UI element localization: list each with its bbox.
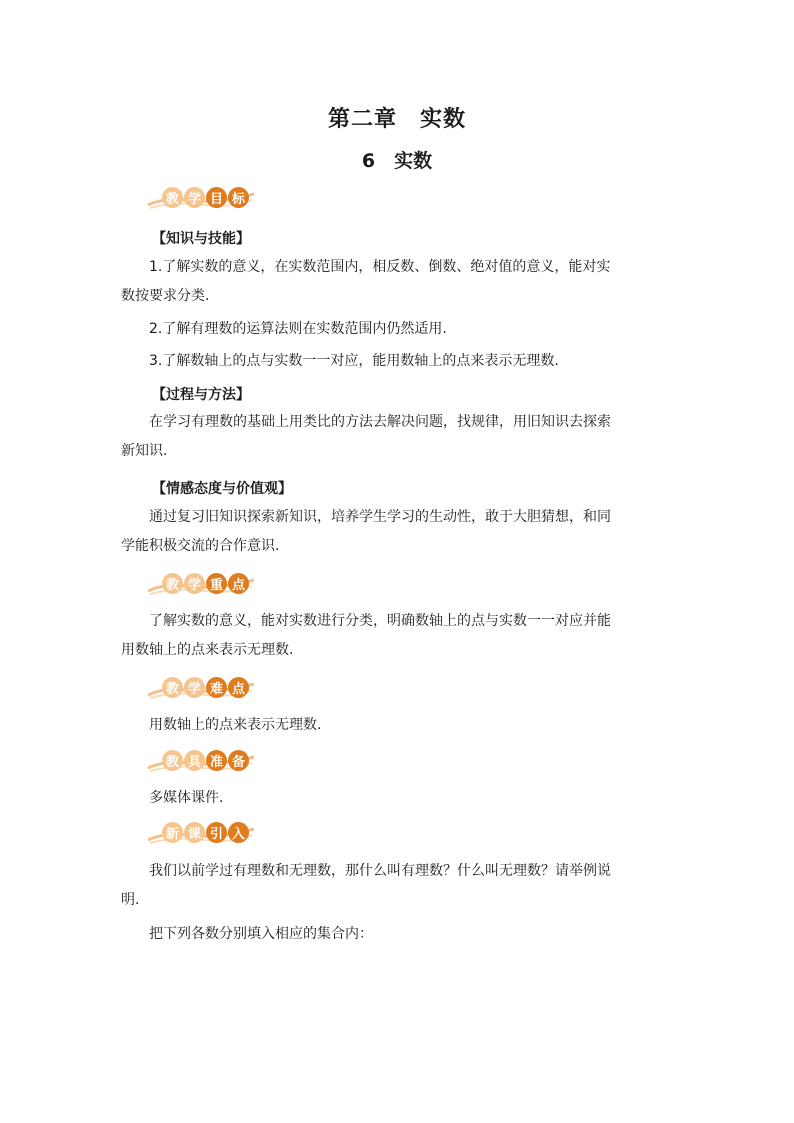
knowledge-item-2 [121,315,677,344]
badge-char: 目 [206,187,227,208]
badge-char: 入 [228,822,249,843]
badge-char: 教 [162,187,183,208]
chapter-title: 第二章 实数 [327,107,466,132]
badge-char: 教 [162,677,183,698]
text-line: 2.了解有理数的运算法则在实数范围内仍然适用. [149,321,447,337]
materials-paragraph [121,784,677,813]
text-line: 多媒体课件. [149,790,224,806]
text-line: 在学习有理数的基础上用类比的方法去解决问题，找规律，用旧知识去探索 [149,414,611,430]
badge-char: 学 [184,187,205,208]
badge-char: 准 [206,750,227,771]
emotion-heading: 【情感态度与价值观】 [152,481,292,497]
text-line: 数按要求分类. [121,288,210,304]
materials-badge [146,748,256,774]
badge-char: 备 [228,750,249,771]
difficulties-badge [146,675,256,701]
text-line: 3.了解数轴上的点与实数一一对应，能用数轴上的点来表示无理数. [149,353,559,369]
badge-char: 点 [228,573,249,594]
badge-char: 课 [184,822,205,843]
text-line: 通过复习旧知识探索新知识，培养学生学习的生动性，敢于大胆猜想，和同 [149,509,611,525]
text-line: 新知识. [121,443,168,459]
knowledge-item-3 [121,347,677,376]
knowledge-item-1 [121,253,677,311]
text-line: 1.了解实数的意义，在实数范围内，相反数、倒数、绝对值的意义，能对实 [149,259,611,275]
badge-char: 标 [228,187,249,208]
badge-char: 教 [162,573,183,594]
section-title: 6 实数 [361,150,433,172]
badge-char: 教 [162,750,183,771]
text-line: 把下列各数分别填入相应的集合内： [149,926,373,942]
process-heading: 【过程与方法】 [152,387,250,403]
difficulties-paragraph [121,711,677,740]
key-points-badge [146,571,256,597]
badge-char: 具 [184,750,205,771]
badge-char: 重 [206,573,227,594]
text-line: 明. [121,892,140,908]
objectives-badge [146,185,256,211]
badge-char: 学 [184,573,205,594]
badge-char: 学 [184,677,205,698]
knowledge-heading: 【知识与技能】 [152,231,250,247]
text-line: 我们以前学过有理数和无理数，那什么叫有理数？什么叫无理数？请举例说 [149,863,611,879]
text-line: 了解实数的意义，能对实数进行分类，明确数轴上的点与实数一一对应并能 [149,613,611,629]
intro-badge [146,820,256,846]
process-paragraph [121,408,677,466]
text-line: 用数轴上的点来表示无理数. [149,717,322,733]
badge-char: 新 [162,822,183,843]
emotion-paragraph [121,503,677,561]
key-points-paragraph [121,607,677,665]
text-line: 学能积极交流的合作意识. [121,538,280,554]
badge-char: 点 [228,677,249,698]
badge-char: 难 [206,677,227,698]
intro-paragraph [121,857,677,915]
intro-instruction [121,920,677,949]
badge-char: 引 [206,822,227,843]
text-line: 用数轴上的点来表示无理数. [121,642,294,658]
